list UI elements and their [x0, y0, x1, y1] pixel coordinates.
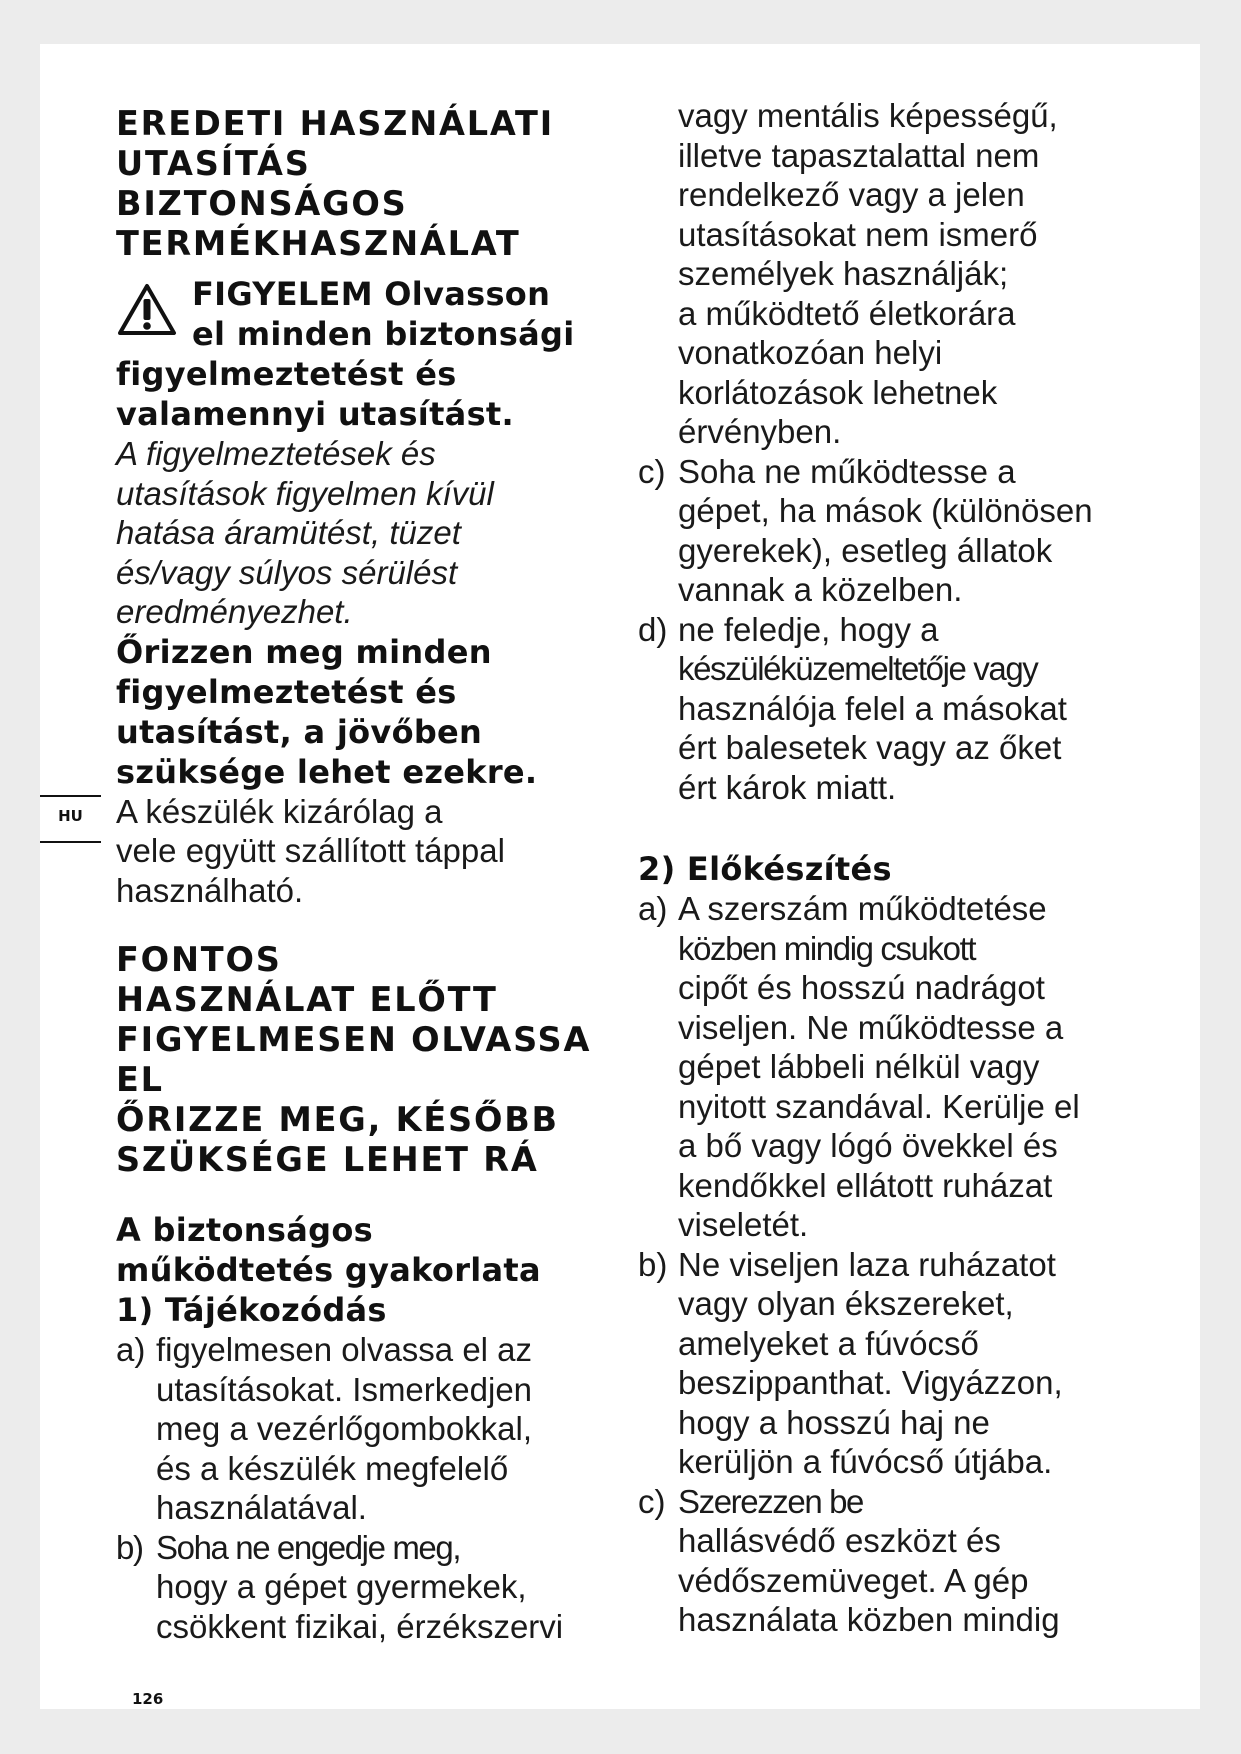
item-line: készüléküzemeltetője vagy — [678, 650, 1038, 687]
item-line: vagy olyan ékszereket, — [678, 1285, 1014, 1322]
item-line: viseletét. — [678, 1206, 809, 1243]
list-item-a — [116, 1330, 636, 1528]
item-line: rendelkező vagy a jelen — [678, 176, 1025, 213]
tab-divider — [40, 841, 101, 843]
page-number: 126 — [132, 1690, 164, 1708]
item-line: és a készülék megfelelő — [156, 1449, 509, 1487]
item-line: figyelmesen olvassa el az — [156, 1331, 533, 1368]
italic-line: utasítások figyelmen kívül — [116, 474, 494, 512]
item-line: kerüljön a fúvócső útjába. — [678, 1443, 1053, 1480]
important-line: HASZNÁLAT ELŐTT — [116, 980, 498, 1019]
supply-line: használható. — [116, 871, 304, 909]
item-line: vannak a közelben. — [678, 571, 963, 608]
warning-line: FIGYELEM Olvasson — [192, 275, 551, 313]
item-line: gépet lábbeli nélkül vagy — [678, 1048, 1040, 1085]
item-line: utasításokat nem ismerő — [678, 215, 1038, 253]
important-heading — [116, 940, 636, 1180]
item-line: meg a vezérlőgombokkal, — [156, 1410, 533, 1447]
item-line: ért balesetek vagy az őket — [678, 729, 1062, 766]
item-line: vonatkozóan helyi — [678, 334, 943, 371]
prep-item-c — [638, 1482, 1198, 1640]
warning-line: valamennyi utasítást. — [116, 395, 514, 433]
important-line: FIGYELMESEN OLVASSA — [116, 1020, 592, 1059]
item-line: gyerekek), esetleg állatok — [678, 531, 1053, 569]
item-line: gépet, ha mások (különösen — [678, 492, 1093, 529]
item-line: ért károk miatt. — [678, 768, 897, 806]
item-marker: c) — [638, 452, 666, 490]
practice-line: A biztonságos — [116, 1211, 373, 1249]
item-line: használata közben mindig — [678, 1601, 1060, 1638]
item-marker: c) — [638, 1482, 666, 1520]
item-line: cipőt és hosszú nadrágot — [678, 969, 1045, 1006]
important-line: EL — [116, 1060, 164, 1099]
practice-heading — [116, 1210, 636, 1330]
item-line: beszippanthat. Vigyázzon, — [678, 1364, 1063, 1401]
item-line: Soha ne működtesse a — [678, 452, 1016, 490]
item-line: illetve tapasztalattal nem — [678, 136, 1040, 174]
item-line: ne feledje, hogy a — [678, 610, 939, 648]
main-title — [116, 104, 636, 264]
item-line: a működtető életkorára — [678, 294, 1016, 332]
item-marker: a) — [638, 890, 668, 927]
item-line: nyitott szandával. Kerülje el — [678, 1087, 1080, 1125]
italic-line: A figyelmeztetések és — [116, 435, 436, 472]
item-line: viseljen. Ne működtesse a — [678, 1008, 1064, 1046]
important-line: FONTOS — [116, 940, 282, 979]
list-item-c — [638, 452, 1198, 610]
item-line: hallásvédő eszközt és — [678, 1522, 1001, 1559]
italic-line: hatása áramütést, tüzet — [116, 514, 461, 551]
italic-line: és/vagy súlyos sérülést — [116, 553, 458, 591]
item-line: kendőkkel ellátott ruházat — [678, 1166, 1053, 1204]
list-item-b — [116, 1528, 636, 1647]
keep-line: figyelmeztetést és — [116, 672, 457, 711]
title-line: UTASÍTÁS — [116, 144, 311, 183]
item-line: A szerszám működtetése — [678, 890, 1047, 927]
item-line: Soha ne engedje meg, — [156, 1528, 461, 1566]
warning-line: el minden biztonsági — [192, 315, 575, 353]
prep-item-a — [638, 889, 1198, 1245]
item-line: hogy a gépet gyermekek, — [156, 1568, 527, 1605]
item-line: hogy a hosszú haj ne — [678, 1403, 990, 1441]
item-line: a bő vagy lógó övekkel és — [678, 1127, 1058, 1164]
item-marker: d) — [638, 610, 668, 648]
list-item-d — [638, 610, 1198, 808]
supply-line: vele együtt szállított táppal — [116, 832, 505, 869]
supply-note — [116, 792, 636, 911]
keep-line: utasítást, a jövőben — [116, 712, 483, 751]
left-column — [116, 104, 636, 1646]
item-line: Szerezzen be — [678, 1482, 863, 1520]
item-line: védőszemüveget. A gép — [678, 1561, 1029, 1599]
page — [40, 44, 1200, 1709]
section-heading-preparation: 2) Előkészítés — [638, 850, 892, 888]
language-label: HU — [58, 807, 83, 825]
item-line: utasításokat. Ismerkedjen — [156, 1370, 533, 1408]
warning-italic-text — [116, 434, 636, 632]
keep-instructions — [116, 632, 636, 792]
item-line: közben mindig csukott — [678, 929, 976, 967]
item-line: csökkent fizikai, érzékszervi — [156, 1607, 564, 1645]
item-line: használója felel a másokat — [678, 689, 1067, 727]
item-marker: b) — [638, 1245, 668, 1283]
title-line: BIZTONSÁGOS — [116, 184, 408, 223]
item-line: Ne viseljen laza ruházatot — [678, 1245, 1056, 1283]
tab-divider — [40, 795, 101, 797]
important-line: ŐRIZZE MEG, KÉSŐBB — [116, 1100, 559, 1139]
important-line: SZÜKSÉGE LEHET RÁ — [116, 1140, 539, 1179]
title-line: TERMÉKHASZNÁLAT — [116, 224, 521, 263]
warning-block — [116, 274, 636, 434]
warning-line: figyelmeztetést és — [116, 355, 457, 393]
warning-triangle-icon — [116, 282, 178, 338]
supply-line: A készülék kizárólag a — [116, 792, 443, 830]
list-item-b-continued — [638, 96, 1198, 452]
item-line: vagy mentális képességű, — [678, 97, 1058, 134]
title-line: EREDETI HASZNÁLATI — [116, 104, 554, 143]
item-line: használatával. — [156, 1489, 367, 1526]
item-line: amelyeket a fúvócső — [678, 1324, 979, 1362]
prep-item-b — [638, 1245, 1198, 1482]
item-line: személyek használják; — [678, 255, 1009, 292]
item-line: korlátozások lehetnek — [678, 373, 998, 411]
language-tab — [40, 795, 101, 844]
right-column — [638, 96, 1198, 1640]
item-marker: b) — [116, 1528, 143, 1566]
keep-line: szüksége lehet ezekre. — [116, 752, 538, 791]
keep-line: Őrizzen meg minden — [116, 632, 492, 671]
item-line: érvényben. — [678, 413, 842, 450]
practice-line: működtetés gyakorlata — [116, 1251, 541, 1289]
italic-line: eredményezhet. — [116, 593, 353, 630]
item-marker: a) — [116, 1331, 146, 1368]
section-heading-orientation: 1) Tájékozódás — [116, 1291, 387, 1329]
